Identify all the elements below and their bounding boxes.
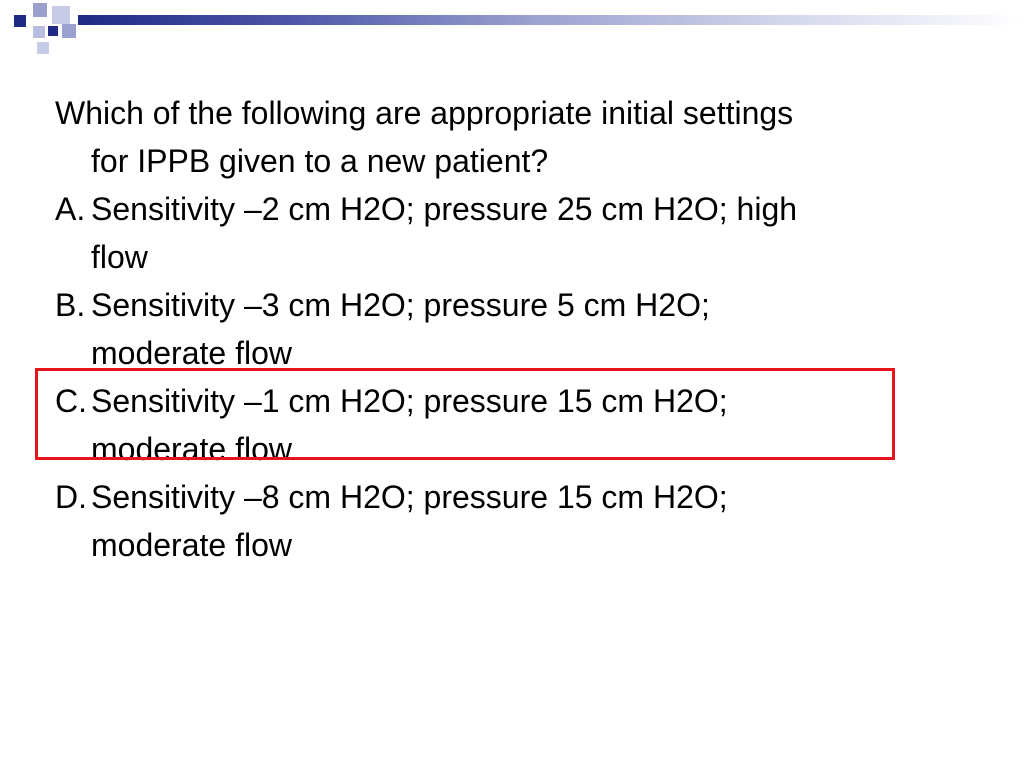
option-d-line-1: Sensitivity –8 cm H2O; pressure 15 cm H2O; [91,479,728,515]
option-a-line-2: flow [91,239,148,275]
decorative-square [14,15,26,27]
decorative-square [52,6,70,24]
option-d-prefix: D. [55,479,87,515]
option-c-prefix: C. [55,383,87,419]
decorative-square [33,26,45,38]
decorative-square [33,3,47,17]
decorative-square [37,42,49,54]
question-line-2: for IPPB given to a new patient? [91,143,549,179]
question-line-1: Which of the following are appropriate initial settings [55,95,794,131]
option-b-line-1: Sensitivity –3 cm H2O; pressure 5 cm H2O; [91,287,710,323]
decorative-square [62,24,76,38]
option-a-prefix: A. [55,191,86,227]
option-b-prefix: B. [55,287,86,323]
option-b-line-2: moderate flow [91,335,292,371]
option-c-line-2: moderate flow [91,431,292,467]
option-a-line-1: Sensitivity –2 cm H2O; pressure 25 cm H2O; high [91,191,798,227]
option-c-line-1: Sensitivity –1 cm H2O; pressure 15 cm H2O; [91,383,728,419]
header-gradient-bar [78,15,1024,25]
answer-highlight-box [35,368,895,460]
option-d-line-2: moderate flow [91,527,292,563]
decorative-square [48,26,58,36]
header-decoration [0,0,1024,60]
